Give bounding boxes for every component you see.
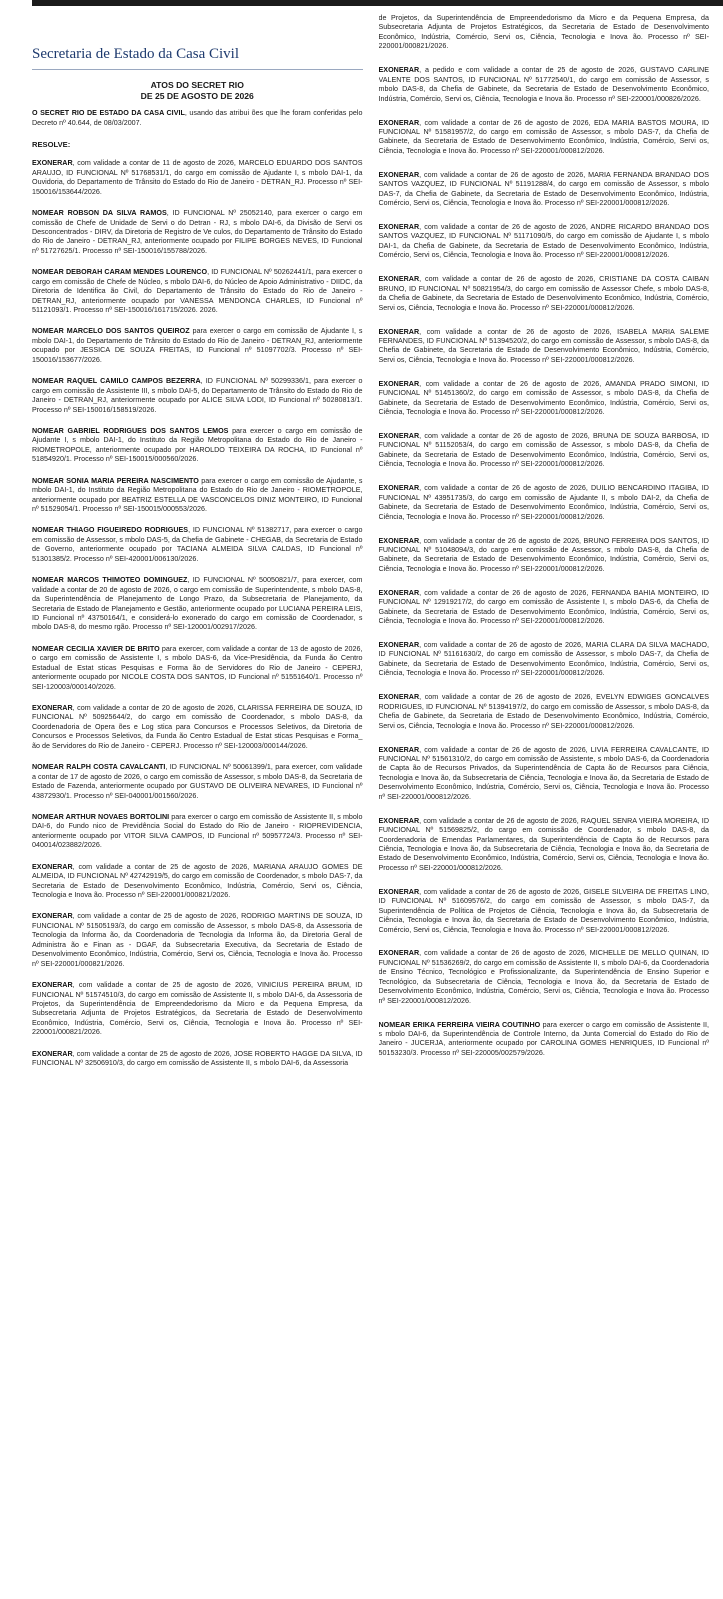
left-entries bbox=[32, 159, 363, 1068]
act-entry bbox=[32, 268, 363, 315]
act-entry-bold: EXONERAR bbox=[378, 379, 420, 388]
act-entry-bold: NOMEAR SONIA MARIA PEREIRA NASCIMENTO bbox=[32, 476, 199, 485]
act-entry bbox=[32, 912, 363, 969]
act-entry-text: , com validade a contar de 20 de agosto de 2026, CLARISSA FERREIRA DE SOUZA, ID FUNCIONAL Nº 50925644/2, do cargo em comissão de Coordenador, s mbolo DAS-8, da Coordenadoria de Opera ões e Log stica para Concursos e Processos Seletivos, da Diretoria de Concursos e Processos Seletivos, da Funda ão Centro Estadual de Estat sticas Pesquisas e Forma_ ão de Servidores do Rio de Janeiro - CEPERJ. Processo nº SEI-120003/000144/2026. bbox=[32, 704, 363, 750]
act-entry-text: , com validade a contar de 26 de agosto de 2026, LIVIA FERREIRA CAVALCANTE, ID FUNCIONAL Nº 51561310/2, do cargo em comissão de Assistente, s mbolo DAS-6, da Coordenadoria de Capta ão de Recursos Privados, da Superintendência de Capta ão de Recursos para Ciência, Tecnologia e Inova ão, da Subsecretaria de Ciência, Tecnologia e Inova ão, da Secretaria de Estado de Desenvolvimento Econômico, Indústria, Comércio, Servi os, Ciência, Tecnologia e Inova ão. Processo nº SEI-220001/000812/2026. bbox=[378, 745, 709, 801]
act-entry-bold: EXONERAR bbox=[378, 484, 420, 493]
intro-text: , usando das atribui ões que lhe foram conferidas pelo Decreto nº 40.644, de 08/03/2007. bbox=[32, 109, 363, 127]
act-entry-bold: NOMEAR ARTHUR NOVAES BORTOLINI bbox=[32, 812, 170, 821]
act-entry bbox=[379, 66, 710, 104]
act-entry bbox=[32, 1050, 363, 1069]
act-entry bbox=[379, 432, 710, 470]
act-entry-bold: NOMEAR DEBORAH CARAM MENDES LOURENCO bbox=[32, 268, 208, 277]
act-entry-text: para exercer o cargo em comissão de Ajudante I, s mbolo DAI-1, do Departamento de Trânsito do Estado do Rio de Janeiro - DETRAN_RJ, anteriormente ocupado por JESSICA DE SOUZA FREITAS, ID Funcional nº 51097702/3. Processo nº SEI-150016/153677/2026. bbox=[32, 327, 363, 364]
act-entry-text: , com validade a contar de 26 de agosto de 2026, DUILIO BENCARDINO ITAGIBA, ID FUNCIONAL Nº 43951735/3, do cargo em comissão de Ajudante II, s mbolo DAI-2, da Chefia de Gabinete, da Secretaria de Estado de Desenvolvimento Econômico, Indústria, Comércio, Servi os, Ciência, Tecnologia e Inova ão. Processo nº SEI-220001/000812/2026. bbox=[378, 484, 709, 521]
act-entry-bold: EXONERAR bbox=[32, 912, 73, 921]
act-entry-bold: EXONERAR bbox=[32, 862, 73, 871]
act-entry-bold: EXONERAR bbox=[378, 887, 420, 896]
right-entries bbox=[379, 14, 710, 1058]
act-entry bbox=[379, 14, 710, 52]
act-entry bbox=[379, 641, 710, 679]
act-entry-bold: NOMEAR ROBSON DA SILVA RAMOS bbox=[32, 209, 167, 218]
act-entry bbox=[32, 427, 363, 465]
act-entry-bold: NOMEAR MARCELO DOS SANTOS QUEIROZ bbox=[32, 327, 190, 336]
act-entry-text: , com validade a contar de 26 de agosto de 2026, ANDRE RICARDO BRANDAO DOS SANTOS VAZQUEZ, ID FUNCIONAL Nº 51171090/5, do cargo em comissão de Ajudante I, s mbolo DAI-1, da Chefia de Gabinete, da Secretaria de Estado de Desenvolvimento Econômico, Indústria, Comércio, Servi os, Ciência, Tecnologia e Inova ão. Processo nº SEI-220001/000812/2026. bbox=[378, 223, 709, 260]
act-entry-bold: NOMEAR ERIKA FERREIRA VIEIRA COUTINHO bbox=[378, 1020, 541, 1029]
act-entry bbox=[379, 171, 710, 209]
act-entry bbox=[32, 763, 363, 801]
act-entry-text: , com validade a contar de 26 de agosto de 2026, EVELYN EDWIGES GONCALVES RODRIGUES, ID FUNCIONAL Nº 51394197/2, do cargo em comissão de Assessor, s mbolo DAS-8, da Chefia de Gabinete, da Secretaria de Estado de Desenvolvimento Econômico, Indústria, Comércio, Servi os, Ciência, Tecnologia e Inova ão. Processo nº SEI-220001/000812/2026. bbox=[378, 693, 709, 730]
act-entry bbox=[379, 328, 710, 366]
act-entry-bold: EXONERAR bbox=[378, 641, 420, 649]
act-entry-bold: EXONERAR bbox=[378, 118, 420, 127]
act-entry-bold: EXONERAR bbox=[378, 66, 420, 75]
section-title: Secretaria de Estado da Casa Civil bbox=[32, 46, 363, 70]
resolve-label: RESOLVE: bbox=[32, 140, 71, 150]
act-entry-bold: EXONERAR bbox=[378, 536, 420, 545]
right-column bbox=[379, 14, 710, 1591]
act-entry-bold: NOMEAR RALPH COSTA CAVALCANTI bbox=[32, 763, 166, 772]
act-entry bbox=[32, 209, 363, 256]
act-entry bbox=[32, 377, 363, 415]
act-entry bbox=[379, 484, 710, 522]
act-entry-text: , ID FUNCIONAL Nº 50262441/1, para exercer o cargo em comissão de Chefe de Núcleo, s mbolo DAI-6, do Núcleo de Apoio Administrativo - DIIDC, da Diretoria de Identifica ão Civil, do Departamento de Trânsito do Estado do Rio de Janeiro - DETRAN_RJ, anteriormente ocupado por VANESSA MENDONCA CHARLES, ID Funcional nº 51121093/1. Processo nº SEI-150016/161715/2026. 2026. bbox=[32, 268, 363, 315]
act-entry-text: , ID FUNCIONAL Nº 50061399/1, para exercer, com validade a contar de 17 de agosto de 2026, o cargo em comissão de Assessor, s mbolo DAS-8, da Secretaria de Estado de Fazenda, anteriormente ocupado por GUSTAVO DE OLIVEIRA NEVARES, ID Funcional nº 43872930/1. Processo nº SEI-040001/001560/2026. bbox=[32, 763, 363, 800]
act-entry bbox=[379, 888, 710, 935]
act-entry bbox=[379, 589, 710, 627]
act-entry-text: para exercer, com validade a contar de 13 de agosto de 2026, o cargo em comissão de Assistente I, s mbolo DAS-6, da Vice-Presidência, da Funda ão Centro Estadual de Estat sticas Pesquisas e Forma ão de Servidores do Rio de Janeiro - CEPERJ, anteriormente ocupado por NICOLE COSTA DOS SANTOS, ID Funcional nº 51551640/1. Processo nº SEI-120003/000140/2026. bbox=[32, 644, 363, 691]
act-entry bbox=[32, 526, 363, 564]
act-entry-bold: EXONERAR bbox=[378, 693, 420, 702]
act-entry-bold: NOMEAR GABRIEL RODRIGUES DOS SANTOS LEMOS bbox=[32, 426, 229, 435]
act-entry-bold: EXONERAR bbox=[32, 704, 73, 713]
act-entry-bold: NOMEAR THIAGO FIGUEIREDO RODRIGUES bbox=[32, 526, 189, 535]
act-entry-bold: EXONERAR bbox=[378, 275, 420, 284]
act-entry-bold: EXONERAR bbox=[378, 170, 420, 179]
act-entry-text: de Projetos, da Superintendência de Empreendedorismo da Micro e da Pequena Empresa, da Subsecretaria Adjunta de Projetos Estratégicos, da Secretaria de Estado de Desenvolvimento Econômico, Indústria, Comércio, Servi os, Ciência, Tecnologia e Inova ão. Processo nº SEI-220001/000821/2026. bbox=[378, 14, 709, 51]
act-entry-text: para exercer o cargo em comissão de Assistente II, s mbolo DAI-6, da Superintendência de Controle Interno, da Junta Comercial do Estado do Rio de Janeiro - JUCERJA, anteriormente ocupado por CAROLINA GOMES HENRIQUES, ID Funcional nº 50153230/3. Processo nº SEI-220005/002579/2026. bbox=[378, 1020, 709, 1057]
act-entry bbox=[32, 704, 363, 751]
act-entry bbox=[379, 1021, 710, 1059]
act-entry-text: , ID FUNCIONAL Nº 51382717, para exercer o cargo em comissão de Assessor, s mbolo DAS-5, da Chefia de Gabinete - CHEGAB, da Secretaria de Estado de Governo, anteriormente ocupado por TACIANA ALMEIDA SILVA CALDAS, ID Funcional nº 51301385/2. Processo nº SEI-420001/006130/2026. bbox=[32, 526, 363, 563]
act-entry bbox=[32, 477, 363, 515]
act-entry-text: , com validade a contar de 25 de agosto de 2026, RODRIGO MARTINS DE SOUZA, ID FUNCIONAL Nº 51505193/3, do cargo em comissão de Assessor, s mbolo DAS-8, da Assessoria de Tecnologia da Informa ão, da Coordenadoria de Tecnologia da Informa ão, da Diretoria Geral de Administra ão e Finan as - DGAF, da Subsecretaria Executiva, da Secretaria de Estado de Desenvolvimento Econômico, Indústria, Comércio, Servi os, Ciência, Tecnologia e Inova ão. Processo nº SEI-220001/000821/2026. bbox=[32, 912, 363, 968]
act-entry bbox=[379, 746, 710, 803]
act-entry bbox=[32, 863, 363, 901]
act-entry-text: , com validade a contar de 26 de agosto de 2026, CRISTIANE DA COSTA CAIBAN BRUNO, ID FUNCIONAL Nº 50821954/3, do cargo em comissão de Assessor Chefe, s mbolo DAS-8, da Chefia de Gabinete, da Secretaria de Estado de Desenvolvimento Econômico, Indústria, Comércio, Servi os, Ciência, Tecnologia e Inova ão. Processo nº SEI-220001/000812/2026. bbox=[378, 275, 709, 312]
act-entry-text: , com validade a contar de 26 de agosto de 2026, AMANDA PRADO SIMONI, ID FUNCIONAL Nº 51451360/2, do cargo em comissão de Assessor, s mbolo DAS-8, da Chefia de Gabinete, da Secretaria de Estado de Desenvolvimento Econômico, Indústria, Comércio, Servi os, Ciência, Tecnologia e Inova ão. Processo nº SEI-220001/000812/2026. bbox=[378, 379, 709, 417]
act-entry-bold: EXONERAR bbox=[32, 159, 73, 168]
act-entry-text: , com validade a contar de 26 de agosto de 2026, RAQUEL SENRA VIEIRA MOREIRA, ID FUNCIONAL Nº 51569825/2, do cargo em comissão de Coordenador, s mbolo DAS-8, da Coordenadoria de Emendas Parlamentares, da Superintendência de Capta ão de Recursos para Ciência, Tecnologia e Inova ão, da Subsecretaria de Ciência, Tecnologia e Inova ão, da Secretaria de Estado de Desenvolvimento Econômico, Indústria, Comércio, Servi os, Ciência, Tecnologia e Inova ão. Processo nº SEI-220001/000812/2026. bbox=[378, 816, 709, 872]
act-entry-text: , com validade a contar de 26 de agosto de 2026, BRUNO FERREIRA DOS SANTOS, ID FUNCIONAL Nº 51048094/3, do cargo em comissão de Assessor, s mbolo DAS-8, da Chefia de Gabinete, da Secretaria de Estado de Desenvolvimento Econômico, Indústria, Comércio, Servi os, Ciência, Tecnologia e Inova ão. Processo nº SEI-220001/000812/2026. bbox=[378, 536, 709, 573]
act-entry-bold: EXONERAR bbox=[32, 981, 73, 990]
act-entry-text: , com validade a contar de 26 de agosto de 2026, MICHELLE DE MELLO QUINAN, ID FUNCIONAL Nº 51536269/2, do cargo em comissão de Assistente II, s mbolo DAI-6, da Coordenadoria de Ensino Técnico, Tecnológico e Profissionalizante, da Superintendência de Ensino Superior e Tecnológico, da Subsecretaria de Ciência, Tecnologia e Inova ão, da Secretaria de Estado de Desenvolvimento Econômico, Indústria, Comércio, Servi os, Ciência, Tecnologia e Inova ão. Processo nº SEI-220001/000812/2026. bbox=[378, 949, 709, 1005]
act-entry-text: , ID FUNCIONAL Nº 25052140, para exercer o cargo em comissão de Chefe de Unidade de Servi o do Detran - RJ, s mbolo DAI-6, da Divisão de Servi os Desconcentrados - DIRV, da Diretoria de Registro de Ve culos, do Departamento de Trânsito do Estado do Rio de Janeiro - DETRAN_RJ, anteriormente ocupado por FILIPE BORGES NEVES, ID Funcional nº 51727625/1. Processo nº SEI-150016/155788/2026. bbox=[32, 209, 363, 255]
act-entry bbox=[379, 380, 710, 418]
act-entry bbox=[379, 223, 710, 261]
act-entry bbox=[32, 645, 363, 692]
act-entry-text: , com validade a contar de 25 de agosto de 2026, MARIANA ARAUJO GOMES DE ALMEIDA, ID FUNCIONAL Nº 42742919/5, do cargo em comissão de Coordenador, s mbolo DAS-7, da Secretaria de Estado de Desenvolvimento Econômico, Indústria, Comércio, Servi os, Ciência, Tecnologia e Inova ão. Processo nº SEI-220001/000821/2026. bbox=[32, 862, 363, 900]
act-entry bbox=[32, 327, 363, 365]
act-entry-text: , ID FUNCIONAL Nº 50050821/7, para exercer, com validade a contar de 20 de agosto de 2026, o cargo em comissão de Superintendente, s mbolo DAS-8, da Superintendência de Planejamento de Longo Prazo, da Subsecretaria de Planejamento, da Secretaria de Estado de Planejamento e Gestão, anteriormente ocupado por LUCIANA PEREIRA LEIS, ID Funcional nº 43750164/1, e considerá-lo exonerado do cargo em comissão de Coordenador, s mbolo DAS-8, do mesmo rgão. Processo nº SEI-120001/002917/2026. bbox=[32, 576, 363, 632]
act-entry-bold: EXONERAR bbox=[378, 432, 420, 440]
columns bbox=[32, 14, 709, 1591]
act-entry-text: , com validade a contar de 26 de agosto de 2026, ISABELA MARIA SALEME FERNANDES, ID FUNCIONAL Nº 51394520/2, do cargo em comissão de Assessor, s mbolo DAS-8, da Chefia de Gabinete, da Secretaria de Estado de Desenvolvimento Econômico, Indústria, Comércio, Servi os, Ciência, Tecnologia e Inova ão. Processo nº SEI-220001/000812/2026. bbox=[378, 327, 709, 364]
act-entry-text: , com validade a contar de 26 de agosto de 2026, EDA MARIA BASTOS MOURA, ID FUNCIONAL Nº 51581957/2, do cargo em comissão de Assessor, s mbolo DAS-7, da Chefia de Gabinete, da Secretaria de Estado de Desenvolvimento Econômico, Indústria, Comércio, Servi os, Ciência, Tecnologia e Inova ão. Processo nº SEI-220001/000812/2026. bbox=[378, 118, 709, 155]
act-entry-text: , com validade a contar de 26 de agosto de 2026, GISELE SILVEIRA DE FREITAS LINO, ID FUNCIONAL Nº 51609576/2, do cargo em comissão de Assessor, s mbolo DAS-7, da Superintendência de Política de Projetos de Ciência, Tecnologia e Inova ão, da Subsecretaria de Ciência, Tecnologia e Inova ão, da Secretaria de Estado de Desenvolvimento Econômico, Indústria, Comércio, Servi os, Ciência, Tecnologia e Inova ão. Processo nº SEI-220001/000812/2026. bbox=[378, 887, 709, 934]
act-entry-text: , com validade a contar de 11 de agosto de 2026, MARCELO EDUARDO DOS SANTOS ARAUJO, ID FUNCIONAL Nº 51768531/1, do cargo em comissão de Ajudante I, s mbolo DAI-1, da Ouvidoria, do Departamento de Trânsito do Estado do Rio de Janeiro - DETRAN_RJ. Processo nº SEI-150016/153644/2026. bbox=[32, 159, 363, 196]
act-entry bbox=[379, 119, 710, 157]
act-entry-bold: NOMEAR CECILIA XAVIER DE BRITO bbox=[32, 644, 160, 653]
act-entry-text: , com validade a contar de 25 de agosto de 2026, VINICIUS PEREIRA BRUM, ID FUNCIONAL Nº 51574510/3, do cargo em comissão de Assistente II, s mbolo DAI-6, da Assessoria de Projetos, da Superintendência de Empreendedorismo da Micro e da Pequena Empresa, da Subsecretaria Adjunta de Projetos Estratégicos, da Secretaria de Estado de Desenvolvimento Econômico, Indústria, Comércio, Servi os, Ciência, Tecnologia e Inova ão. Processo nº SEI-220001/000821/2026. bbox=[32, 981, 363, 1037]
intro-bold: O SECRET RIO DE ESTADO DA CASA CIVIL bbox=[32, 109, 185, 118]
atos-heading bbox=[32, 80, 363, 101]
act-entry-text: , com validade a contar de 26 de agosto de 2026, FERNANDA BAHIA MONTEIRO, ID FUNCIONAL Nº 12919217/2, do cargo em comissão de Assistente I, s mbolo DAS-6, da Chefia de Gabinete, da Secretaria de Estado de Desenvolvimento Econômico, Indústria, Comércio, Servi os, Ciência, Tecnologia e Inova ão. Processo nº SEI-220001/000812/2026. bbox=[378, 588, 709, 626]
act-entry bbox=[379, 949, 710, 1006]
act-entry-text: , com validade a contar de 26 de agosto de 2026, MARIA FERNANDA BRANDAO DOS SANTOS VAZQUEZ, ID FUNCIONAL Nº 51191288/4, do cargo em comissão de Assessor, s mbolo DAS-7, da Chefia de Gabinete, da Secretaria de Estado de Desenvolvimento Econômico, Indústria, Comércio, Servi os, Ciência, Tecnologia e Inova ão. Processo nº SEI-220001/000812/2026. bbox=[378, 170, 709, 208]
act-entry-text: , com validade a contar de 25 de agosto de 2026, JOSE ROBERTO HAGGE DA SILVA, ID FUNCIONAL Nº 32506910/3, do cargo em comissão de Assistente II, s mbolo DAI-6, da Assessoria bbox=[32, 1049, 363, 1068]
act-entry-text: para exercer o cargo em comissão de Ajudante, s mbolo DAI-1, do Instituto da Região Metropolitana do Estado do Rio de Janeiro - RIOMETROPOLE, anteriormente ocupado por BEATRIZ ESTELLA DE VASCONCELOS DINIZ MONTEIRO, ID Funcional nº 51529054/1. Processo nº SEI-150015/000553/2026. bbox=[32, 476, 363, 514]
act-entry-text: para exercer o cargo em comissão de Ajudante I, s mbolo DAI-1, do Instituto da Região Metropolitana do Estado do Rio de Janeiro - RIOMETROPOLE, anteriormente ocupado por HAROLDO TEIXEIRA DA ROCHA, ID Funcional nº 51854920/1. Processo nº SEI-150015/000560/2026. bbox=[32, 426, 363, 464]
act-entry bbox=[379, 817, 710, 874]
act-entry bbox=[379, 537, 710, 575]
act-entry bbox=[32, 576, 363, 633]
left-column bbox=[32, 14, 363, 1591]
act-entry bbox=[32, 813, 363, 851]
act-entry-bold: EXONERAR bbox=[378, 949, 420, 958]
act-entry-text: , ID FUNCIONAL Nº 50299336/1, para exercer o cargo em comissão de Assistente III, s mbolo DAI-5, do Departamento de Trânsito do Estado do Rio de Janeiro - DETRAN_RJ, anteriormente ocupado por ALICE SILVA LODI, ID Funcional nº 50280813/1. Processo nº SEI-150016/158519/2026. bbox=[32, 377, 363, 414]
act-entry-bold: EXONERAR bbox=[378, 327, 420, 336]
act-entry-bold: EXONERAR bbox=[378, 816, 420, 825]
act-entry-text: , com validade a contar de 26 de agosto de 2026, BRUNA DE SOUZA BARBOSA, ID FUNCIONAL Nº 51152053/4, do cargo em comissão de Assessor, s mbolo DAS-8, da Chefia de Gabinete, da Secretaria de Estado de Desenvolvimento Econômico, Indústria, Comércio, Servi os, Ciência, Tecnologia e Inova ão. Processo nº SEI-220001/000812/2026. bbox=[378, 432, 709, 469]
act-entry-bold: EXONERAR bbox=[378, 588, 420, 597]
top-rule bbox=[32, 0, 723, 6]
act-entry-bold: EXONERAR bbox=[32, 1049, 73, 1058]
act-entry bbox=[32, 981, 363, 1038]
act-entry-text: para exercer o cargo em comissão de Assistente II, s mbolo DAI-6, do Fundo nico de Previdência Social do Estado do Rio de Janeiro - RIOPREVIDENCIA, anteriormente ocupado por VITOR SILVA CAMPOS, ID Funcional nº 50957724/3. Processo nº SEI-040014/023882/2026. bbox=[32, 812, 363, 850]
intro-paragraph bbox=[32, 109, 363, 128]
act-entry-bold: EXONERAR bbox=[378, 745, 420, 754]
act-entry-bold: NOMEAR RAQUEL CAMILO CAMPOS BEZERRA bbox=[32, 377, 201, 386]
act-entry-text: , a pedido e com validade a contar de 25 de agosto de 2026, GUSTAVO CARLINE VALENTE DOS SANTOS, ID FUNCIONAL Nº 51772540/1, do cargo em comissão de Assessor, s mbolo DAS-8, da Chefia de Gabinete, da Secretaria de Estado de Desenvolvimento Econômico, Indústria, Comércio, Servi os, Ciência, Tecnologia e Inova ão. Processo nº SEI-220001/000826/2026. bbox=[378, 66, 709, 103]
act-entry-bold: EXONERAR bbox=[378, 223, 420, 231]
act-entry bbox=[379, 275, 710, 313]
act-entry-text: , com validade a contar de 26 de agosto de 2026, MARIA CLARA DA SILVA MACHADO, ID FUNCIONAL Nº 51161630/2, do cargo em comissão de Assessor, s mbolo DAS-7, da Chefia de Gabinete, da Secretaria de Estado de Desenvolvimento Econômico, Indústria, Comércio, Servi os, Ciência, Tecnologia e Inova ão. Processo nº SEI-220001/000812/2026. bbox=[378, 641, 709, 678]
act-entry bbox=[32, 159, 363, 197]
act-entry-bold: NOMEAR MARCOS THIMOTEO DOMINGUEZ bbox=[32, 576, 188, 585]
atos-date: DE 25 DE AGOSTO DE 2026 bbox=[140, 90, 254, 101]
atos-title: ATOS DO SECRET RIO bbox=[150, 80, 244, 90]
act-entry bbox=[379, 693, 710, 731]
